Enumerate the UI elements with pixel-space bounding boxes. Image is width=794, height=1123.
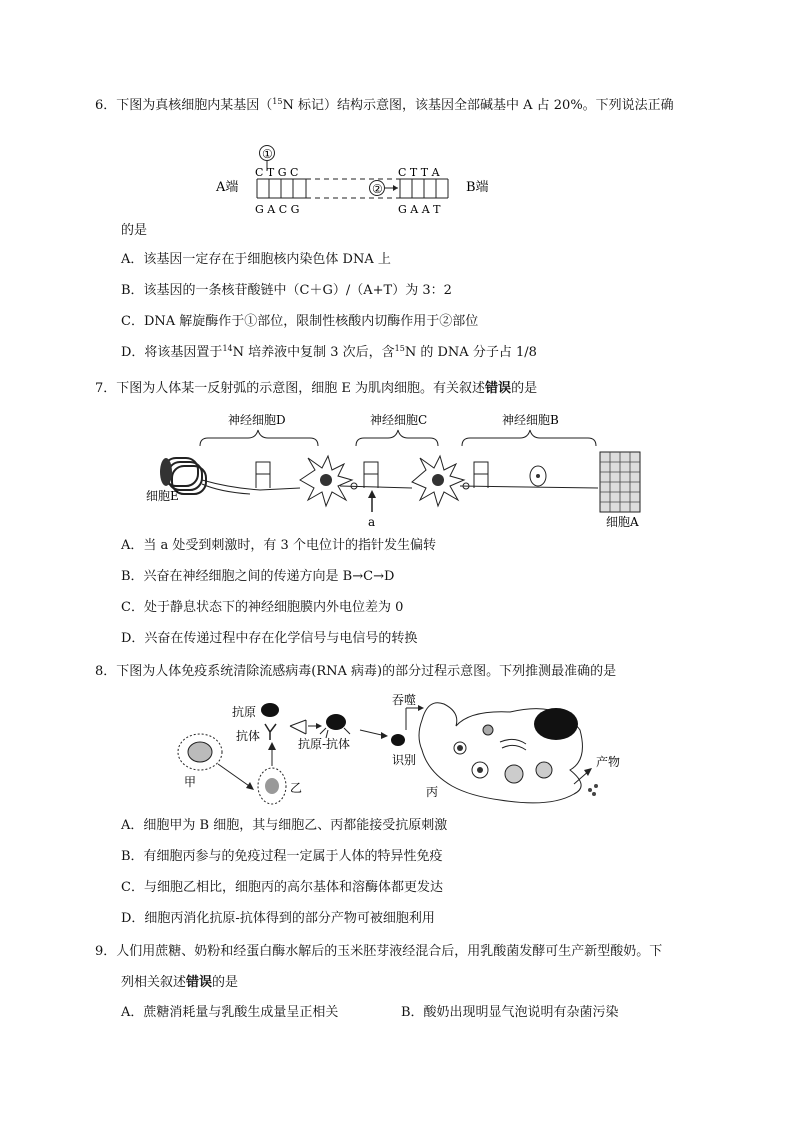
q8-cell-jia xyxy=(178,734,222,770)
q6-isotope-superscript: 15 xyxy=(272,97,283,106)
q6-marker-2: ② xyxy=(372,182,383,196)
q8-cell-yi-label: 乙 xyxy=(290,781,303,795)
q7-neuron-c-label: 神经细胞C xyxy=(370,413,428,427)
q8-stem-text: 下图为人体免疫系统清除流感病毒(RNA 病毒)的部分过程示意图。下列推测最准确的是 xyxy=(116,664,617,679)
q9-stem xyxy=(95,943,662,961)
q9-stem-cont-part1: 列相关叙述 xyxy=(121,975,187,990)
q7-cell-a-tissue xyxy=(600,452,640,512)
q6-option-d-sup2: 15 xyxy=(394,344,405,353)
q8-antibody-y xyxy=(265,724,276,740)
q6-option-b: B．该基因的一条核苷酸链中（C＋G）/（A+T）为 3：2 xyxy=(121,283,452,298)
q6-stem-continued: 的是 xyxy=(121,223,148,238)
q7-option-c: C．处于静息状态下的神经细胞膜内外电位差为 0 xyxy=(121,600,404,615)
q6-a-end-label: A端 xyxy=(216,180,239,195)
q6-option-d-sup1: 14 xyxy=(222,344,233,353)
q7-neuron-c-body xyxy=(412,456,464,506)
q7-stem-part2: 的是 xyxy=(511,381,538,396)
q8-number: 8． xyxy=(95,664,117,679)
q6-option-d-part3: N 的 DNA 分子占 1/8 xyxy=(404,345,537,360)
q6-b-end-label: B端 xyxy=(466,180,489,195)
q6-option-a: A．该基因一定存在于细胞核内染色体 DNA 上 xyxy=(121,252,391,267)
q8-complex-label: 抗原-抗体 xyxy=(298,737,351,751)
q6-option-d-part1: D．将该基因置于 xyxy=(121,345,223,360)
q8-recognize-blob xyxy=(391,734,405,746)
q8-antigen-blob xyxy=(261,703,279,717)
q6-stem xyxy=(95,97,674,115)
q7-stem-emphasis: 错误 xyxy=(485,381,512,396)
q8-cell-bing-label: 丙 xyxy=(426,785,439,799)
q9-stem-continued xyxy=(121,974,238,992)
q8-nucleus xyxy=(534,708,578,740)
q6-top-right-bases: C T T A xyxy=(398,166,440,179)
q7-option-a: A．当 a 处受到刺激时，有 3 个电位计的指针发生偏转 xyxy=(121,538,436,553)
q6-number: 6． xyxy=(95,98,117,113)
q7-neuron-d-label: 神经细胞D xyxy=(228,413,286,427)
q8-stem xyxy=(95,663,616,681)
q8-recognize-label: 识别 xyxy=(392,753,417,767)
q7-cell-e-label: 细胞E xyxy=(146,489,179,503)
q6-bottom-left-bases: G A C G xyxy=(255,203,300,216)
q6-stem-part1: 下图为真核细胞内某基因（ xyxy=(116,98,273,113)
q6-stem-part2: N 标记）结构示意图，该基因全部碱基中 A 占 20%。下列说法正确 xyxy=(282,98,674,113)
q7-reflex-arc-diagram xyxy=(140,408,660,534)
q6-marker-1: ① xyxy=(262,147,273,161)
q8-option-b: B．有细胞丙参与的免疫过程一定属于人体的特异性免疫 xyxy=(121,849,443,864)
q8-immune-diagram xyxy=(170,690,640,812)
q8-option-d: D．细胞丙消化抗原-抗体得到的部分产物可被细胞利用 xyxy=(121,911,435,926)
q9-stem-text: 人们用蔗糖、奶粉和经蛋白酶水解后的玉米胚芽液经混合后，用乳酸菌发酵可生产新型酸奶。下 xyxy=(116,944,663,959)
q9-number: 9． xyxy=(95,944,117,959)
q7-point-a-label: a xyxy=(368,515,376,529)
q7-option-d: D．兴奋在传递过程中存在化学信号与电信号的转换 xyxy=(121,631,418,646)
q6-gene-diagram xyxy=(210,143,500,221)
q8-option-c: C．与细胞乙相比，细胞丙的高尔基体和溶酶体都更发达 xyxy=(121,880,443,895)
q6-option-d xyxy=(121,344,537,362)
q6-bottom-right-bases: G A A T xyxy=(398,203,441,216)
q8-cell-yi xyxy=(258,768,286,804)
q9-stem-cont-part2: 的是 xyxy=(212,975,239,990)
q7-number: 7． xyxy=(95,381,117,396)
q7-potentiometer-1 xyxy=(256,462,270,488)
q8-cell-jia-label: 甲 xyxy=(184,775,197,789)
q6-option-c: C．DNA 解旋酶作于①部位，限制性核酸内切酶作用于②部位 xyxy=(121,314,479,329)
q8-engulf-label: 吞噬 xyxy=(392,693,417,707)
q7-neuron-b-label: 神经细胞B xyxy=(502,413,559,427)
q8-option-a: A．细胞甲为 B 细胞，其与细胞乙、丙都能接受抗原刺激 xyxy=(121,818,448,833)
q7-option-b: B．兴奋在神经细胞之间的传递方向是 B→C→D xyxy=(121,569,395,584)
q8-antigen-label: 抗原 xyxy=(232,705,257,719)
q7-stem xyxy=(95,380,537,398)
q7-stem-part1: 下图为人体某一反射弧的示意图，细胞 E 为肌肉细胞。有关叙述 xyxy=(116,381,486,396)
q8-product-label: 产物 xyxy=(596,755,621,769)
q9-option-b: B．酸奶出现明显气泡说明有杂菌污染 xyxy=(401,1005,619,1020)
q6-top-left-bases: C T G C xyxy=(255,166,299,179)
q7-neuron-d-body xyxy=(300,456,352,506)
q7-cell-a-label: 细胞A xyxy=(606,515,639,529)
q8-complex-blob xyxy=(326,714,346,730)
q9-option-a: A．蔗糖消耗量与乳酸生成量呈正相关 xyxy=(121,1005,339,1020)
q6-option-d-part2: N 培养液中复制 3 次后，含 xyxy=(232,345,395,360)
q7-potentiometer-3 xyxy=(474,462,488,488)
q9-stem-emphasis: 错误 xyxy=(186,975,213,990)
q7-potentiometer-2 xyxy=(364,462,378,488)
q8-antibody-label: 抗体 xyxy=(236,729,261,743)
